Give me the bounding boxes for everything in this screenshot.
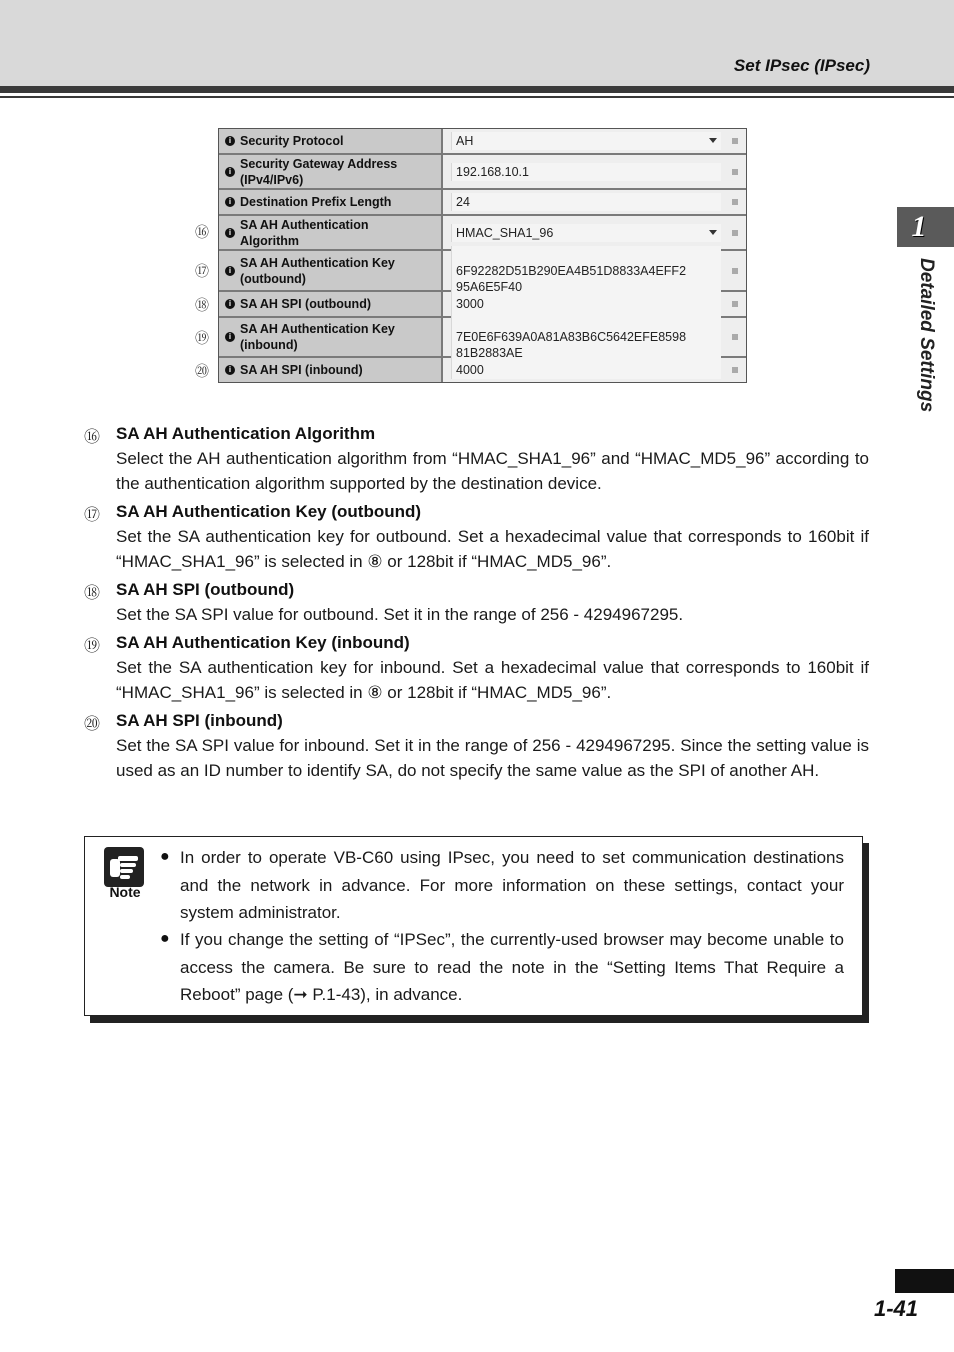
item-description: Set the SA authentication key for inbound. Set a hexadecimal value that corresponds to 160bit if “HMAC_SHA1_96” is selected in ⑧ or 128bit if “HMAC_MD5_96”. (116, 658, 869, 702)
field-value: 24 (456, 195, 470, 209)
marker-icon (732, 138, 738, 144)
bullet-icon: ● (160, 930, 170, 947)
item-description: Set the SA SPI value for outbound. Set it in the range of 256 - 4294967295. (116, 605, 684, 624)
chapter-name: Detailed Settings (916, 258, 937, 413)
item-title: SA AH Authentication Algorithm (116, 424, 376, 443)
item-description: Set the SA SPI value for inbound. Set it in the range of 256 - 4294967295. Since the setting value is used as an ID number to identify SA, do not specify the same value as the SPI of another AH. (116, 736, 869, 780)
marker-icon (732, 169, 738, 175)
info-icon[interactable]: i (225, 299, 235, 309)
settings-table (218, 128, 747, 383)
field-value: 7E0E6F639A0A81A83B6C5642EFE8598 81B2883AE (456, 330, 687, 360)
field-value: 4000 (456, 363, 484, 377)
spi-inbound-input[interactable] (451, 361, 721, 379)
marker-icon (732, 268, 738, 274)
settings-row-prefix-length (219, 190, 746, 216)
bullet-icon: ● (160, 848, 170, 865)
note-item: In order to operate VB-C60 using IPsec, you need to set communication destinations and the network in advance. For more information on these settings, contact your system administrator. (180, 848, 844, 922)
item-title: SA AH SPI (inbound) (116, 711, 283, 730)
info-icon[interactable]: i (225, 365, 235, 375)
row-label: Destination Prefix Length (240, 195, 392, 209)
info-icon[interactable]: i (225, 197, 235, 207)
note-item: If you change the setting of “IPSec”, the currently-used browser may become unable to access the camera. Be sure to read the note in the “Setting Items That Require a Reboot” page (➞ P.1-43), in advance. (180, 930, 844, 1004)
callout-18: ⑱ (195, 298, 209, 314)
row-label: Security Gateway Address (IPv4/IPv6) (240, 156, 398, 187)
field-value: AH (456, 134, 474, 148)
row-label-cell (219, 155, 443, 188)
item-number: ⑲ (84, 636, 101, 655)
field-value: 192.168.10.1 (456, 164, 529, 179)
row-label-cell (219, 318, 443, 356)
footer-bar (895, 1269, 954, 1293)
row-label-cell (219, 216, 443, 249)
row-label: SA AH SPI (inbound) (240, 363, 363, 377)
dropdown-arrow-icon[interactable] (709, 138, 717, 143)
item-description: Select the AH authentication algorithm from “HMAC_SHA1_96” and “HMAC_MD5_96” according to the authentication algorithm supported by the destination device. (116, 449, 869, 493)
item-title: SA AH Authentication Key (inbound) (116, 633, 410, 652)
info-icon[interactable]: i (225, 136, 235, 146)
callout-20: ⑳ (195, 364, 209, 380)
gateway-address-input[interactable] (451, 163, 721, 181)
marker-icon (732, 334, 738, 340)
note-label: Note (109, 884, 141, 900)
info-icon[interactable]: i (225, 332, 235, 342)
row-label-cell (219, 292, 443, 316)
info-icon[interactable]: i (225, 228, 235, 238)
spi-outbound-input[interactable] (451, 295, 721, 313)
page-number: 1-41 (873, 1296, 918, 1321)
settings-row-gateway-address (219, 155, 746, 190)
item-number: ⑳ (84, 714, 101, 733)
info-icon[interactable]: i (225, 167, 235, 177)
row-label-cell (219, 129, 443, 153)
info-icon[interactable]: i (225, 266, 235, 276)
row-label-cell (219, 251, 443, 290)
auth-key-outbound-input[interactable] (451, 246, 721, 296)
field-value: 6F92282D51B290EA4B51D8833A4EFF2 95A6E5F40 (456, 263, 687, 294)
item-description: Set the SA authentication key for outbound. Set a hexadecimal value that corresponds to 160bit if “HMAC_SHA1_96” is selected in ⑧ or 128bit if “HMAC_MD5_96”. (116, 527, 869, 571)
item-number: ⑱ (84, 583, 101, 602)
header-rule-thin (0, 96, 954, 98)
section-title: Set IPsec (IPsec) (733, 56, 870, 75)
marker-icon (732, 301, 738, 307)
field-value: 3000 (456, 297, 484, 311)
row-label-cell (219, 358, 443, 382)
row-label-cell (219, 190, 443, 214)
settings-row-auth-key-outbound (219, 251, 746, 292)
security-protocol-select[interactable] (451, 132, 721, 150)
marker-icon (732, 230, 738, 236)
item-number: ⑯ (84, 427, 101, 446)
marker-icon (732, 199, 738, 205)
note-hand-icon (104, 847, 144, 887)
header-rule (0, 86, 954, 93)
marker-icon (732, 367, 738, 373)
row-label: Security Protocol (240, 134, 344, 148)
dropdown-arrow-icon[interactable] (709, 230, 717, 235)
item-title: SA AH Authentication Key (outbound) (116, 502, 422, 521)
settings-row-spi-inbound (219, 358, 746, 382)
item-number: ⑰ (84, 505, 101, 524)
chapter-number: 1 (911, 210, 927, 243)
settings-row-security-protocol (219, 129, 746, 155)
field-value: HMAC_SHA1_96 (456, 225, 554, 240)
row-label: SA AH Authentication Algorithm (240, 217, 369, 248)
auth-algorithm-select[interactable] (451, 224, 721, 242)
item-title: SA AH SPI (outbound) (116, 580, 295, 599)
settings-row-auth-key-inbound (219, 318, 746, 358)
row-label: SA AH SPI (outbound) (240, 297, 371, 311)
callout-16: ⑯ (195, 225, 209, 241)
prefix-length-input[interactable] (451, 193, 721, 211)
callout-19: ⑲ (195, 331, 209, 347)
row-label: SA AH Authentication Key (inbound) (240, 322, 395, 352)
auth-key-inbound-input[interactable] (451, 312, 721, 362)
row-label: SA AH Authentication Key (outbound) (240, 255, 395, 286)
callout-17: ⑰ (195, 264, 209, 280)
